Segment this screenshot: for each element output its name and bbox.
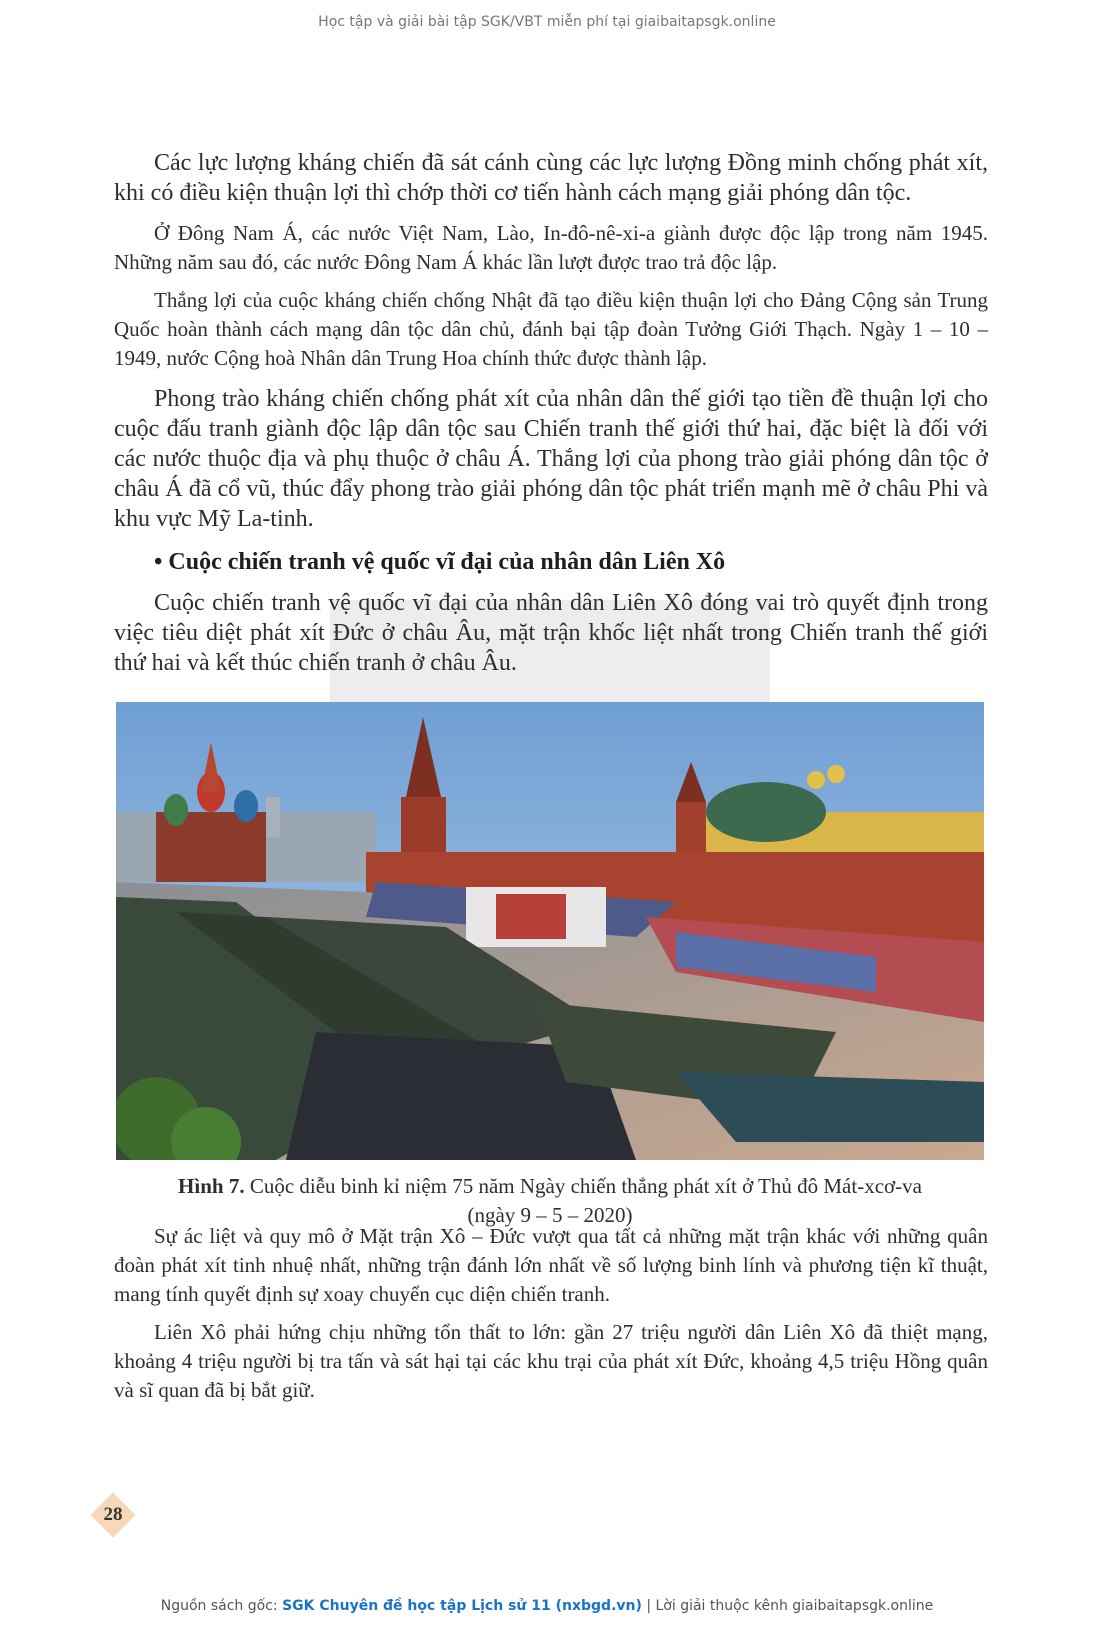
figure-caption-line-1 [116, 1172, 984, 1201]
page-number-badge [90, 1492, 136, 1538]
paragraph-soviet-war: Cuộc chiến tranh vệ quốc vĩ đại của nhân dân Liên Xô đóng vai trò quyết định trong việc tiêu diệt phát xít Đức ở châu Âu, mặt trận khốc liệt nhất trong Chiến tranh thế giới thứ hai và kết thúc chiến tranh ở châu Âu. [114, 590, 988, 676]
paragraph-soviet-losses: Liên Xô phải hứng chịu những tổn thất to lớn: gần 27 triệu người dân Liên Xô đã thiệt mạng, khoảng 4 triệu người bị tra tấn và sát hại tại các khu trại của phát xít Đức, khoảng 4,5 triệu Hồng quân và sĩ quan đã bị bắt giữ. [114, 1320, 988, 1402]
footer-separator: | [641, 1598, 656, 1614]
footer-suffix: Lời giải thuộc kênh giaibaitapsgk.online [655, 1598, 934, 1614]
paragraph-china: Thắng lợi của cuộc kháng chiến chống Nhật đã tạo điều kiện thuận lợi cho Đảng Cộng sản Trung Quốc hoàn thành cách mạng dân tộc dân chủ, đánh bại tập đoàn Tưởng Giới Thạch. Ngày 1 – 10 – 1949, nước Cộng hoà Nhân dân Trung Hoa chính thức được thành lập. [114, 288, 988, 370]
figure-label: Hình 7. [178, 1174, 245, 1198]
paragraph-southeast-asia: Ở Đông Nam Á, các nước Việt Nam, Lào, In-đô-nê-xi-a giành được độc lập trong năm 1945. Những năm sau đó, các nước Đông Nam Á khác lần lượt được trao trả độc lập. [114, 221, 988, 274]
paragraph-resistance-forces: Các lực lượng kháng chiến đã sát cánh cùng các lực lượng Đồng minh chống phát xít, khi có điều kiện thuận lợi thì chớp thời cơ tiến hành cách mạng giải phóng dân tộc. [114, 150, 988, 206]
figure-caption-text: Cuộc diễu binh kỉ niệm 75 năm Ngày chiến thắng phát xít ở Thủ đô Mát-xcơ-va [244, 1174, 922, 1198]
figure-caption-date: (ngày 9 – 5 – 2020) [467, 1203, 633, 1227]
parade-photo [116, 702, 984, 1160]
footer-prefix: Nguồn sách gốc: [160, 1598, 283, 1614]
section-heading: • Cuộc chiến tranh vệ quốc vĩ đại của nhân dân Liên Xô [154, 549, 726, 575]
page-number: 28 [103, 1504, 123, 1525]
paragraph-anti-fascist-movement: Phong trào kháng chiến chống phát xít của nhân dân thế giới tạo tiền đề thuận lợi cho cuộc đấu tranh giành độc lập dân tộc sau Chiến tranh thế giới thứ hai, đặc biệt là đối với các nước thuộc địa và phụ thuộc ở châu Á. Thắng lợi của phong trào giải phóng dân tộc ở châu Á đã cổ vũ, thúc đẩy phong trào giải phóng dân tộc phát triển mạnh mẽ ở châu Phi và khu vực Mỹ La-tinh. [114, 386, 988, 532]
paragraph-eastern-front: Sự ác liệt và quy mô ở Mặt trận Xô – Đức vượt qua tất cả những mặt trận khác với những quân đoàn phát xít tinh nhuệ nhất, những trận đánh lớn nhất về số lượng binh lính và phương tiện kĩ thuật, mang tính quyết định sự xoay chuyển cục diện chiến tranh. [114, 1224, 988, 1306]
source-footer [0, 1598, 1094, 1614]
site-header: Học tập và giải bài tập SGK/VBT miễn phí tại giaibaitapsgk.online [318, 14, 776, 30]
footer-source-link[interactable]: SGK Chuyên đề học tập Lịch sử 11 (nxbgd.vn) [282, 1598, 642, 1614]
